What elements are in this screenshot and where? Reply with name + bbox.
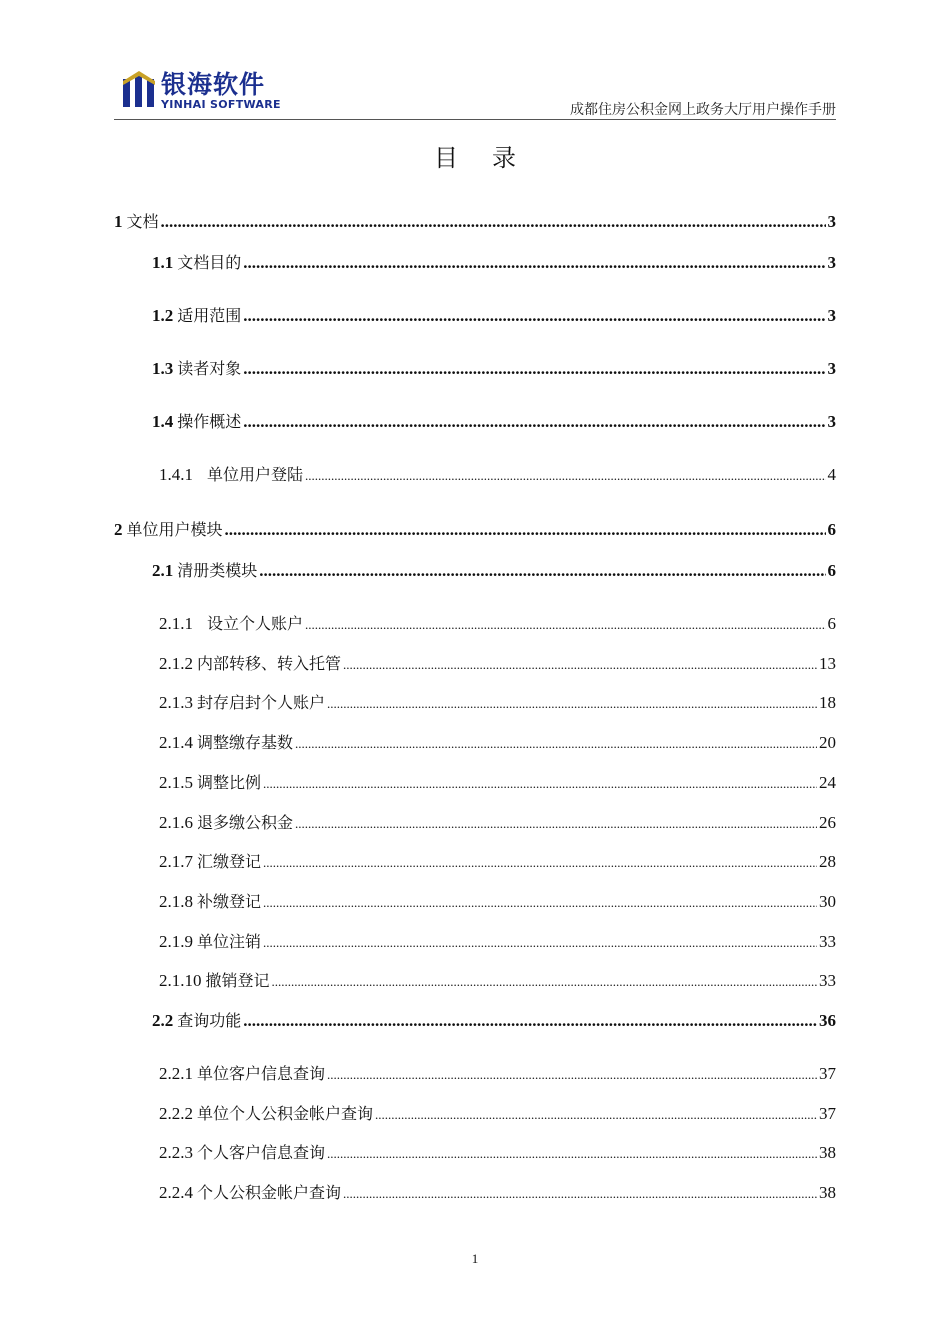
toc-entry-number: 2.1.9 [159, 932, 193, 951]
toc-entry-number: 2.1.2 [159, 654, 193, 673]
toc-entry-title: 文档 [126, 212, 159, 231]
toc-dot-leader [243, 306, 825, 326]
toc-entry-number: 2.2.3 [159, 1143, 193, 1162]
toc-dot-leader [263, 776, 817, 792]
toc-entry-number: 1.3 [152, 359, 174, 378]
toc-dot-leader [327, 696, 817, 712]
toc-entry-page: 6 [827, 520, 836, 539]
toc-entry[interactable] [159, 929, 836, 952]
toc-entry-number: 2.2.4 [159, 1183, 193, 1202]
toc-entry-page: 6 [827, 614, 836, 633]
toc-entry-number: 2.2.2 [159, 1104, 193, 1123]
toc-entry-title: 清册类模块 [177, 561, 258, 580]
toc-entry-page: 37 [819, 1064, 836, 1083]
toc-entry[interactable] [114, 209, 836, 232]
toc-entry-number: 2 [114, 520, 123, 539]
toc-entry[interactable] [152, 356, 836, 379]
toc-entry[interactable] [152, 1008, 836, 1031]
toc-entry-number: 2.1.8 [159, 892, 193, 911]
toc-entry-page: 26 [819, 813, 836, 832]
toc-entry-title: 内部转移、转入托管 [197, 654, 342, 673]
toc-entry[interactable] [152, 250, 836, 273]
toc-dot-leader [305, 468, 825, 484]
toc-entry-title: 文档目的 [177, 253, 242, 272]
toc-entry-number: 1.1 [152, 253, 174, 272]
toc-entry-number: 2.2.1 [159, 1064, 193, 1083]
yinhai-logo-icon [121, 69, 157, 113]
toc-entry[interactable] [159, 1140, 836, 1163]
toc-dot-leader [243, 253, 825, 273]
toc-entry[interactable] [159, 849, 836, 872]
toc-entry-page: 13 [819, 654, 836, 673]
toc-dot-leader [295, 736, 817, 752]
toc-dot-leader [243, 359, 825, 379]
toc-entry-page: 3 [827, 359, 836, 378]
header-divider [114, 119, 836, 120]
toc-dot-leader [375, 1107, 817, 1123]
toc-entry-title: 调整比例 [197, 773, 262, 792]
toc-entry-title: 单位个人公积金帐户查询 [197, 1104, 374, 1123]
toc-entry[interactable] [152, 303, 836, 326]
toc-entry-page: 33 [819, 932, 836, 951]
toc-entry-page: 3 [827, 412, 836, 431]
toc-dot-leader [327, 1067, 817, 1083]
toc-entry-title: 撤销登记 [205, 971, 270, 990]
toc-dot-leader [272, 974, 817, 990]
toc-entry[interactable] [159, 462, 836, 485]
toc-entry[interactable] [159, 810, 836, 833]
toc-entry[interactable] [159, 889, 836, 912]
toc-dot-leader [243, 412, 825, 432]
toc-entry-title: 单位用户模块 [126, 520, 223, 539]
toc-entry[interactable] [159, 730, 836, 753]
toc-entry[interactable] [159, 1180, 836, 1203]
toc-entry-page: 6 [827, 561, 836, 580]
toc-entry-page: 3 [827, 253, 836, 272]
logo-english-name: YINHAI SOFTWARE [161, 98, 281, 111]
toc-entry-page: 3 [827, 306, 836, 325]
toc-entry-title: 汇缴登记 [197, 852, 262, 871]
toc-entry-page: 4 [827, 465, 836, 484]
toc-entry-page: 33 [819, 971, 836, 990]
toc-dot-leader [343, 1186, 817, 1202]
toc-dot-leader [263, 935, 817, 951]
toc-entry[interactable] [159, 690, 836, 713]
toc-entry[interactable] [114, 517, 836, 540]
toc-entry-title: 操作概述 [177, 412, 242, 431]
toc-entry-page: 3 [827, 212, 836, 231]
toc-dot-leader [225, 520, 826, 540]
toc-entry-number: 2.1.1 [159, 614, 193, 633]
toc-entry-number: 2.1.10 [159, 971, 202, 990]
toc-dot-leader [295, 816, 817, 832]
document-title: 成都住房公积金网上政务大厅用户操作手册 [570, 102, 836, 118]
toc-entry-title: 调整缴存基数 [197, 733, 294, 752]
toc-entry[interactable] [152, 558, 836, 581]
toc-entry-title: 读者对象 [177, 359, 242, 378]
toc-entry-title: 查询功能 [177, 1011, 242, 1030]
toc-dot-leader [305, 617, 825, 633]
toc-entry-number: 2.1.3 [159, 693, 193, 712]
toc-entry-number: 1.2 [152, 306, 174, 325]
toc-entry-page: 24 [819, 773, 836, 792]
toc-entry-title: 封存启封个人账户 [197, 693, 326, 712]
toc-entry-number: 2.1.4 [159, 733, 193, 752]
toc-dot-leader [259, 561, 825, 581]
toc-entry-title: 单位客户信息查询 [197, 1064, 326, 1083]
toc-entry[interactable] [159, 651, 836, 674]
toc-entry-number: 2.1.7 [159, 852, 193, 871]
toc-dot-leader [243, 1011, 817, 1031]
toc-entry-page: 30 [819, 892, 836, 911]
toc-entry[interactable] [159, 770, 836, 793]
toc-entry-number: 2.1 [152, 561, 174, 580]
toc-entry-page: 36 [819, 1011, 836, 1030]
toc-entry-number: 2.1.6 [159, 813, 193, 832]
toc-entry-page: 20 [819, 733, 836, 752]
toc-entry-title: 个人客户信息查询 [197, 1143, 326, 1162]
toc-entry[interactable] [152, 409, 836, 432]
toc-entry-title: 单位注销 [197, 932, 262, 951]
company-logo [121, 67, 297, 115]
toc-entry[interactable] [159, 968, 836, 991]
toc-entry-title: 单位用户登陆 [207, 465, 304, 484]
toc-entry-page: 18 [819, 693, 836, 712]
toc-entry-number: 1.4 [152, 412, 174, 431]
toc-entry-number: 1 [114, 212, 123, 231]
toc-entry-title: 适用范围 [177, 306, 242, 325]
toc-entry-title: 个人公积金帐户查询 [197, 1183, 342, 1202]
toc-dot-leader [161, 212, 826, 232]
toc-dot-leader [263, 895, 817, 911]
toc-entry-number: 2.1.5 [159, 773, 193, 792]
toc-entry-page: 37 [819, 1104, 836, 1123]
toc-dot-leader [263, 855, 817, 871]
toc-dot-leader [343, 657, 817, 673]
toc-heading: 目录 [434, 144, 550, 172]
toc-entry-title: 退多缴公积金 [197, 813, 294, 832]
logo-chinese-name: 银海软件 [161, 70, 266, 99]
toc-entry[interactable] [159, 1101, 836, 1124]
toc-entry-title: 设立个人账户 [207, 614, 304, 633]
toc-entry-page: 38 [819, 1183, 836, 1202]
toc-entry[interactable] [159, 1061, 836, 1084]
toc-entry-title: 补缴登记 [197, 892, 262, 911]
toc-entry[interactable] [159, 611, 836, 634]
toc-entry-page: 28 [819, 852, 836, 871]
page-number: 1 [471, 1251, 479, 1266]
toc-dot-leader [327, 1146, 817, 1162]
toc-entry-page: 38 [819, 1143, 836, 1162]
toc-entry-number: 2.2 [152, 1011, 174, 1030]
toc-entry-number: 1.4.1 [159, 465, 193, 484]
